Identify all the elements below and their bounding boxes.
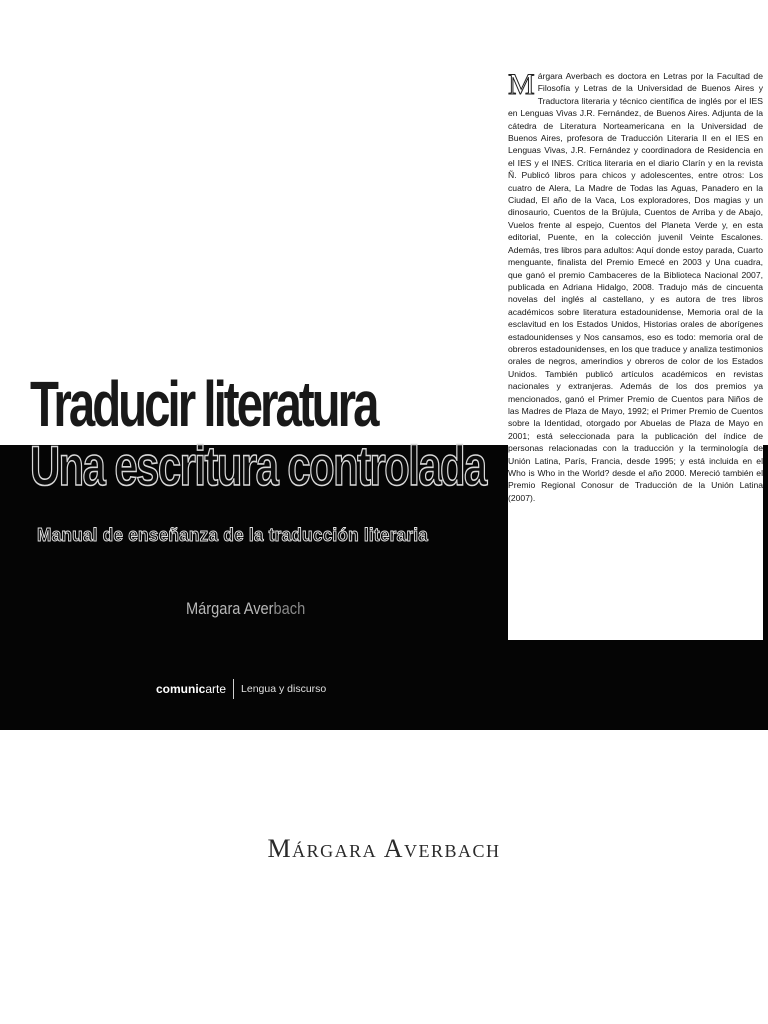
publisher-logo-part1: comunic [156,682,206,696]
author-bio [508,69,763,640]
book-subtitle: Una escritura controlada [30,434,486,497]
publisher-logo-part2: arte [205,682,227,696]
title-page-author: Márgara Averbach [267,834,501,863]
imprint-divider [233,679,234,699]
cover-author [186,599,305,619]
book-title: Traducir literatura [30,368,377,440]
cover-author-last-light: bach [273,599,306,618]
cover-author-last: Aver [243,599,274,618]
book-tagline: Manual de enseñanza de la traducción literaria [37,525,429,545]
publisher-imprint [156,679,326,699]
publisher-logo [156,682,226,696]
bio-dropcap: M [508,69,535,101]
cover-author-first: Márgara [186,599,241,618]
bio-text: árgara Averbach es doctora en Letras por la Facultad de Filosofía y Letras de la Universidad de Buenos Aires y Traductora literaria y técnico científica de inglés por el IES en Lenguas Vivas J.R. Fernández, de Buenos Aires. Adjunta de la cátedra de Literatura Norteamericana en la Universidad de Buenos Aires, profesora de Traducción Literaria II en el IES en Lenguas Vivas, J.R. Fernández y coordinadora de Residencia en el IES y el INES. Crítica literaria en el diario Clarín y en la revista Ñ. Publicó libros para chicos y adolescentes, entre otros: Los cuatro de Alera, La Madre de Todas las Aguas, Panadero en la Ciudad, El año de la Vaca, Los exploradores, Dos magias y un dinosaurio, Cuentos de la Brújula, Cuentos de Arriba y de Abajo, Vuelos frente al espejo, Cuentos del Planeta Verde y, en esta editorial, Puente, en la colección juvenil Veinte Escalones. Además, tres libros para adultos: Aquí donde estoy parada, Cuarto menguante, finalista del Premio Emecé en 2003 y Una cuadra, que ganó el premio Cambaceres de la Biblioteca Nacional 2007, publicada en Adriana Hidalgo, 2008. Tradujo más de cincuenta novelas del inglés al castellano, y es autora de tres libros académicos sobre literatura estadounidense, Memoria oral de la esclavitud en los Estados Unidos, Historias orales de aborígenes estadounidenses y Nos cansamos, eso es todo: memoria oral de obreros estadounidenses, en los que traduce y analiza testimonios orales de negros, amerindios y obreros de color de los Estados Unidos. También publicó artículos académicos en revistas nacionales y extranjeras. Además de los dos premios ya mencionados, ganó el Primer Premio de Cuentos para Niños de las Madres de Plaza de Mayo, 1992; el Primer Premio de Cuentos sobre la Identidad, otorgado por Abuelas de Plaza de Mayo en 2001; está seleccionada para la publicación del índice de personas relacionadas con la traducción y la terminología de Unión Latina, París, Francia, desde 1995; y está incluida en el Who is Who in the World? desde el año 2000. Mereció también el Premio Regional Conosur de Traducción de la Unión Latina (2007). [508,71,763,503]
collection-name: Lengua y discurso [241,683,327,695]
